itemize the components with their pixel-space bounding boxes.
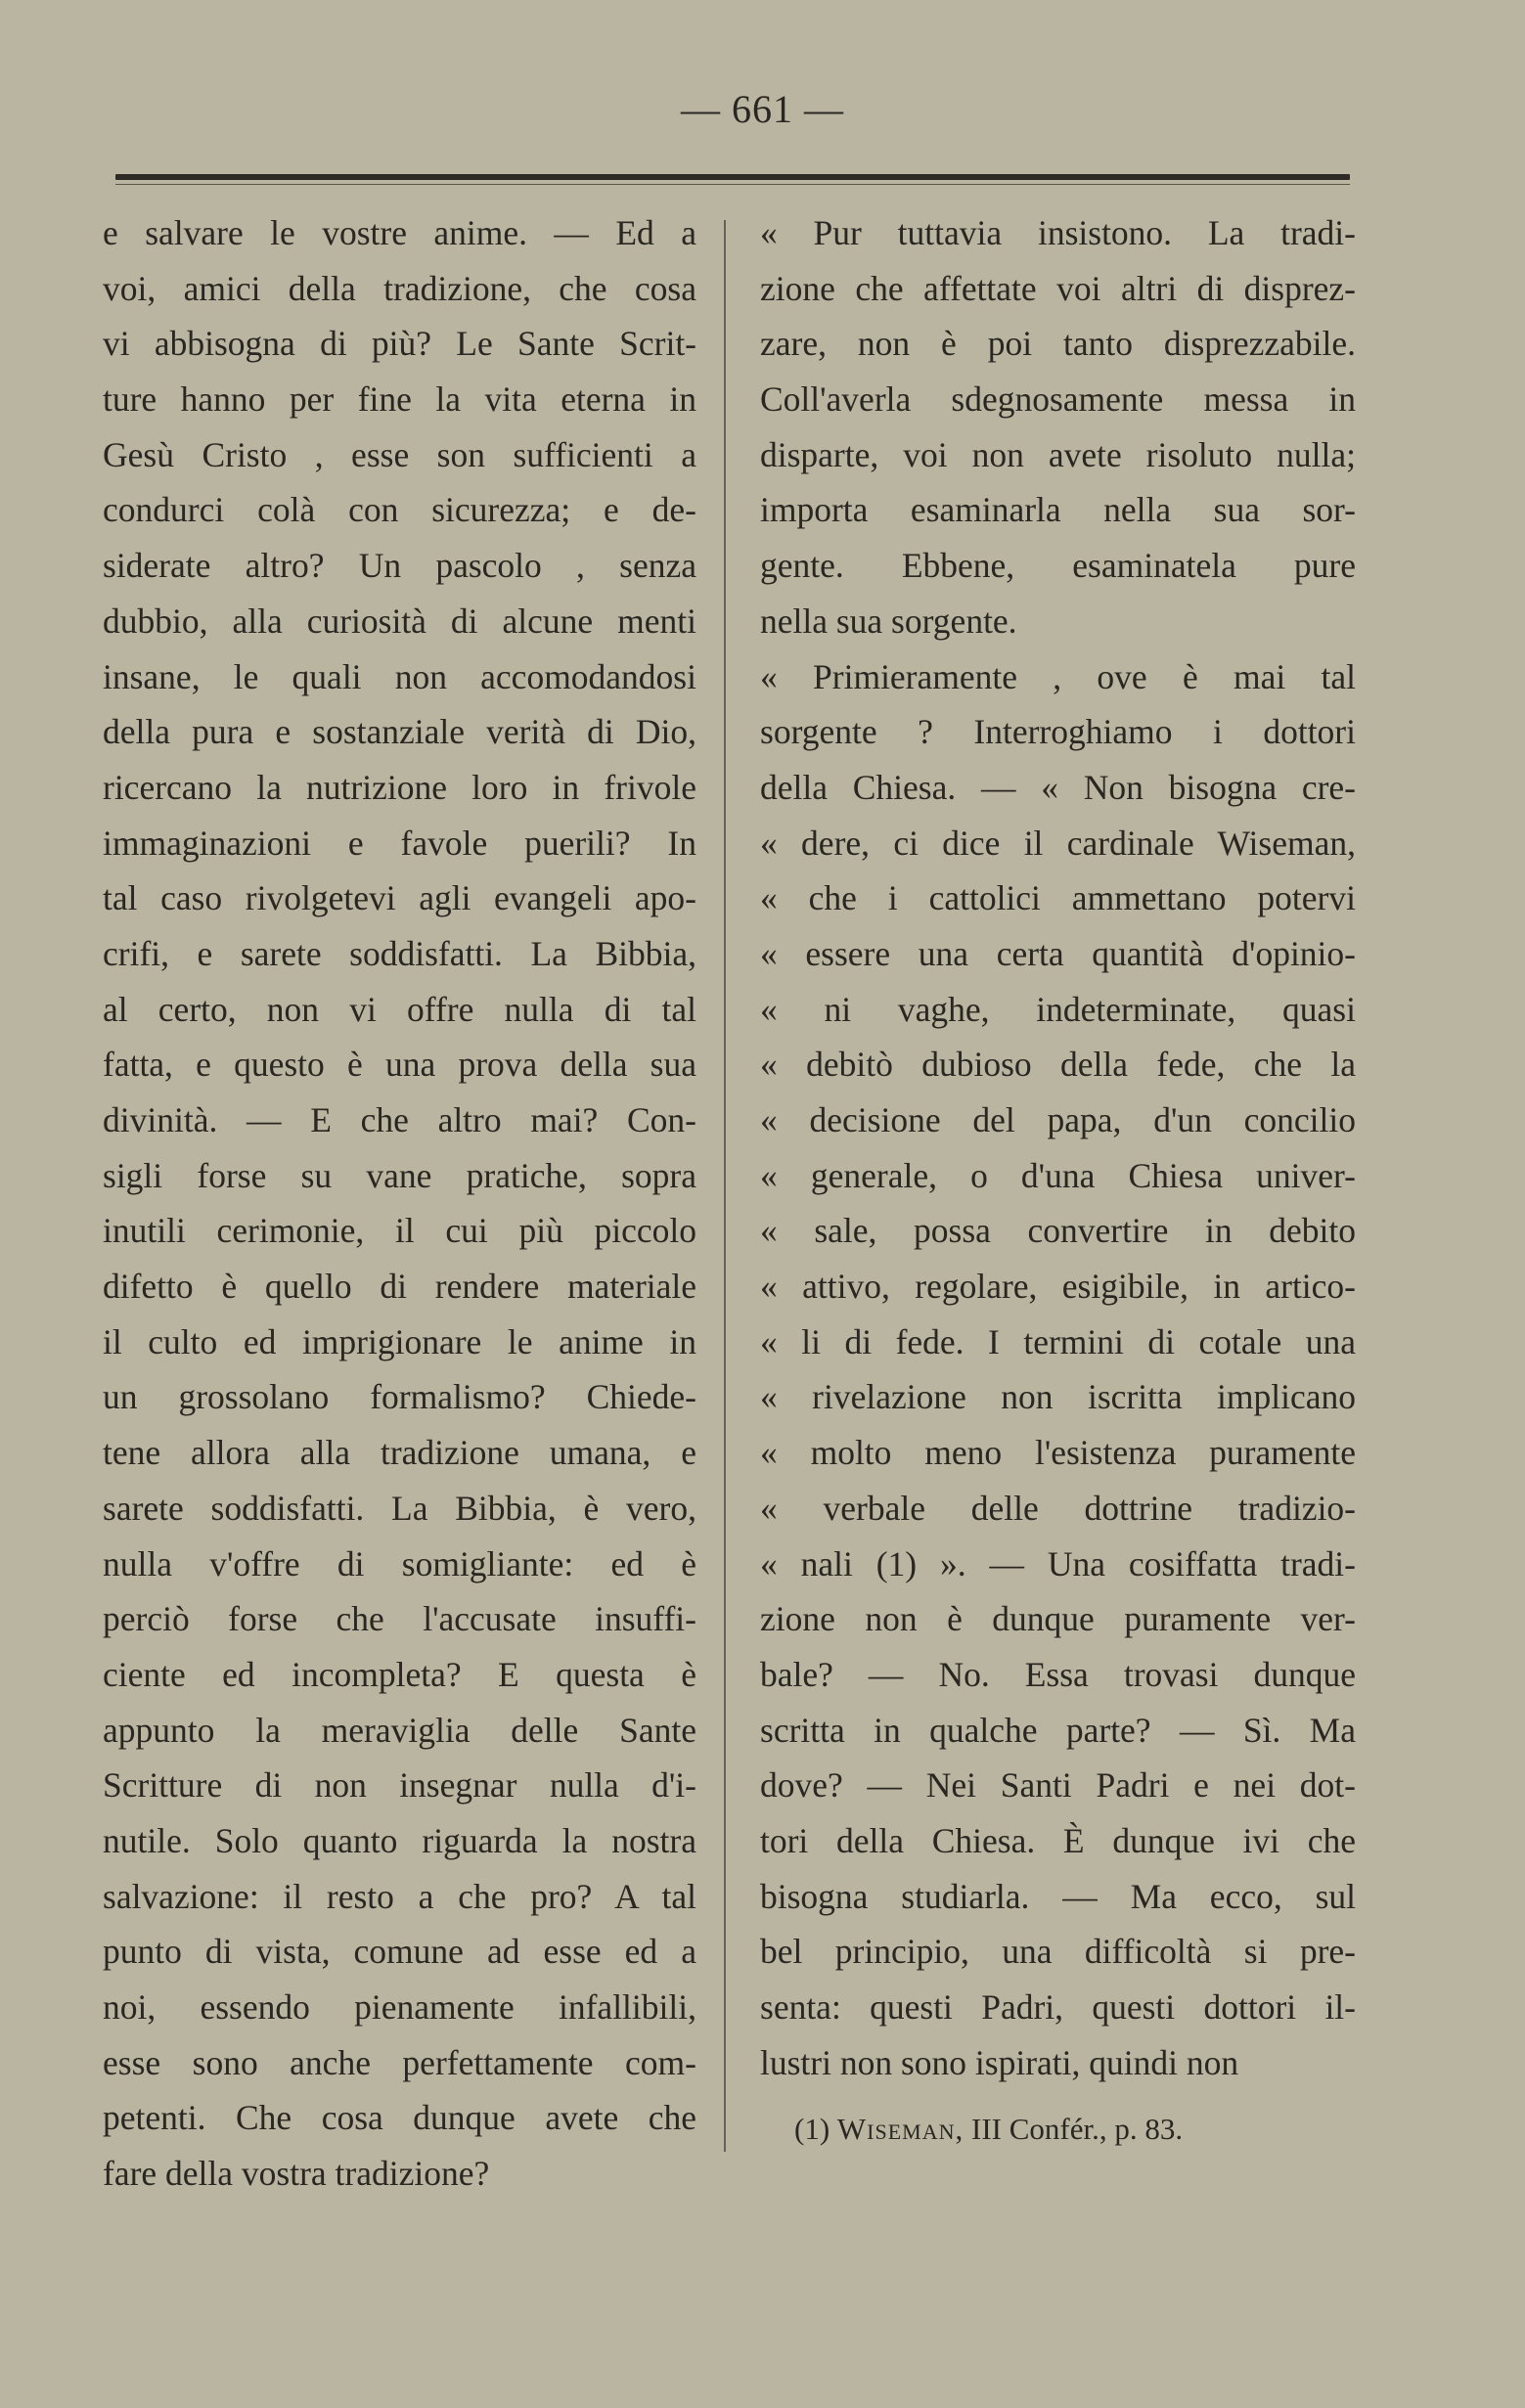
text-line: condurci colà con sicurezza; e de- (103, 490, 696, 530)
footnote-author: Wiseman, (836, 2112, 964, 2146)
text-line: esse sono anche perfettamente com- (103, 2042, 696, 2082)
text-line: vi abbisogna di più? Le Sante Scrit- (103, 324, 696, 364)
text-line: importa esaminarla nella sua sor- (760, 490, 1356, 530)
text-line: zare, non è poi tanto disprezzabile. (760, 324, 1356, 364)
text-line: tene allora alla tradizione umana, e (103, 1433, 696, 1473)
text-line: tori della Chiesa. È dunque ivi che (760, 1820, 1356, 1860)
text-line: « che i cattolici ammettano potervi (760, 878, 1356, 918)
text-line: « nali (1) ». — Una cosiffatta tradi- (760, 1543, 1356, 1583)
text-line: « attivo, regolare, esigibile, in artico- (760, 1267, 1356, 1307)
text-line: « ni vaghe, indeterminate, quasi (760, 989, 1356, 1029)
text-line: « debitò dubioso della fede, che la (760, 1045, 1356, 1085)
text-line: e salvare le vostre anime. — Ed a (103, 213, 696, 252)
text-line: « li di fede. I termini di cotale una (760, 1321, 1356, 1361)
header-rule-thin (115, 184, 1350, 185)
text-line: punto di vista, comune ad esse ed a (103, 1932, 696, 1972)
text-line: « rivelazione non iscritta implicano (760, 1377, 1356, 1417)
text-line: dove? — Nei Santi Padri e nei dot- (760, 1765, 1356, 1806)
right-column (760, 205, 1356, 2090)
text-line: sigli forse su vane pratiche, sopra (103, 1155, 696, 1195)
footnote (794, 2105, 1183, 2154)
text-line: « molto meno l'esistenza puramente (760, 1433, 1356, 1473)
text-line: Gesù Cristo , esse son sufficienti a (103, 434, 696, 474)
text-line: « verbale delle dottrine tradizio- (760, 1488, 1356, 1528)
text-line: « essere una certa quantità d'opinio- (760, 933, 1356, 973)
text-line: perciò forse che l'accusate insuffi- (103, 1599, 696, 1639)
text-line: sorgente ? Interroghiamo i dottori (760, 712, 1356, 752)
text-line: appunto la meraviglia delle Sante (103, 1710, 696, 1750)
text-line: al certo, non vi offre nulla di tal (103, 989, 696, 1029)
column-divider (724, 220, 726, 2152)
text-line: nutile. Solo quanto riguarda la nostra (103, 1820, 696, 1860)
text-line: « dere, ci dice il cardinale Wiseman, (760, 823, 1356, 863)
text-line: ciente ed incompleta? E questa è (103, 1654, 696, 1694)
text-line: « decisione del papa, d'un concilio (760, 1100, 1356, 1139)
footnote-reference: III Confér., p. 83. (971, 2112, 1184, 2146)
text-line: immaginazioni e favole puerili? In (103, 823, 696, 863)
text-line: difetto è quello di rendere materiale (103, 1267, 696, 1307)
text-line: sarete soddisfatti. La Bibbia, è vero, (103, 1488, 696, 1528)
text-line: tal caso rivolgetevi agli evangeli apo- (103, 878, 696, 918)
text-line: voi, amici della tradizione, che cosa (103, 268, 696, 308)
text-line: bale? — No. Essa trovasi dunque (760, 1654, 1356, 1694)
text-line: crifi, e sarete soddisfatti. La Bibbia, (103, 933, 696, 973)
text-line: noi, essendo pienamente infallibili, (103, 1987, 696, 2027)
text-line: « generale, o d'una Chiesa univer- (760, 1155, 1356, 1195)
text-line: bel principio, una difficoltà si pre- (760, 1932, 1356, 1972)
header-rule (115, 174, 1350, 180)
text-line: ricercano la nutrizione loro in frivole (103, 767, 696, 807)
text-line: Scritture di non insegnar nulla d'i- (103, 1765, 696, 1806)
left-column (103, 205, 696, 2202)
text-line: fatta, e questo è una prova della sua (103, 1045, 696, 1085)
text-line: « Pur tuttavia insistono. La tradi- (760, 213, 1356, 252)
text-line: zione che affettate voi altri di disprez- (760, 268, 1356, 308)
text-line: il culto ed imprigionare le anime in (103, 1321, 696, 1361)
text-line: ture hanno per fine la vita eterna in (103, 379, 696, 420)
text-line: petenti. Che cosa dunque avete che (103, 2098, 696, 2138)
text-line: divinità. — E che altro mai? Con- (103, 1100, 696, 1139)
text-line: gente. Ebbene, esaminatela pure (760, 546, 1356, 586)
text-line: un grossolano formalismo? Chiede- (103, 1377, 696, 1417)
text-line: lustri non sono ispirati, quindi non (760, 2042, 1239, 2082)
text-line: nella sua sorgente. (760, 601, 1017, 641)
text-line: bisogna studiarla. — Ma ecco, sul (760, 1876, 1356, 1916)
text-line: « Primieramente , ove è mai tal (760, 656, 1356, 696)
text-line: nulla v'offre di somigliante: ed è (103, 1543, 696, 1583)
text-line: della pura e sostanziale verità di Dio, (103, 712, 696, 752)
text-line: dubbio, alla curiosità di alcune menti (103, 601, 696, 641)
text-line: disparte, voi non avete risoluto nulla; (760, 434, 1356, 474)
text-line: siderate altro? Un pascolo , senza (103, 546, 696, 586)
text-line: « sale, possa convertire in debito (760, 1211, 1356, 1251)
footnote-marker: (1) (794, 2112, 830, 2146)
page-number: — 661 — (681, 87, 844, 131)
text-line: zione non è dunque puramente ver- (760, 1599, 1356, 1639)
text-line: senta: questi Padri, questi dottori il- (760, 1987, 1356, 2027)
text-line: Coll'averla sdegnosamente messa in (760, 379, 1356, 420)
text-line: salvazione: il resto a che pro? A tal (103, 1876, 696, 1916)
text-line: scritta in qualche parte? — Sì. Ma (760, 1710, 1356, 1750)
text-line: fare della vostra tradizione? (103, 2154, 490, 2194)
text-line: inutili cerimonie, il cui più piccolo (103, 1211, 696, 1251)
text-line: insane, le quali non accomodandosi (103, 656, 696, 696)
text-line: della Chiesa. — « Non bisogna cre- (760, 767, 1356, 807)
